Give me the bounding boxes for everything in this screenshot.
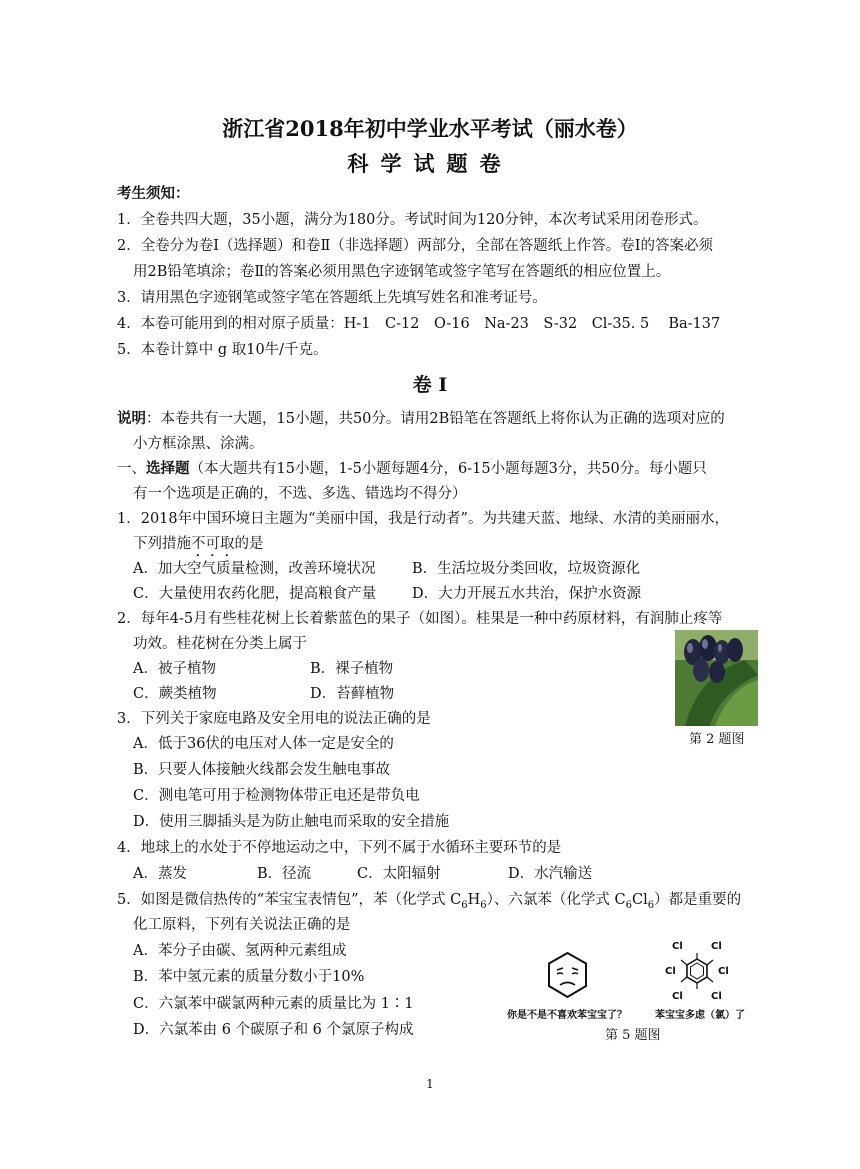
- q5-stem-1i: ）都是重要的: [654, 892, 742, 908]
- osmanthus-fruit-photo: [675, 630, 758, 726]
- q4-stem: 4．地球上的水处于不停地运动之中，下列不属于水循环主要环节的是: [117, 840, 562, 856]
- q5-stem-1e: ）、六氯苯（化学式 C: [486, 892, 626, 908]
- q3-option-a: A．低于36伏的电压对人体一定是安全的: [133, 736, 394, 752]
- q5-option-b: B．苯中氢元素的质量分数小于10%: [133, 969, 365, 985]
- cl-label-right: Cl: [718, 966, 729, 977]
- section-line-2: 有一个选项是正确的，不选、多选、错选均不得分）: [133, 486, 467, 502]
- q2-caption: 第 2 题图: [689, 732, 745, 747]
- q1-stem-2a: 下列措施: [133, 536, 191, 552]
- instructions-line-2: 小方框涂黑、涂满。: [133, 436, 264, 452]
- q2-option-b: B．裸子植物: [310, 661, 394, 677]
- q2-option-a: A．被子植物: [133, 661, 216, 677]
- instructions-label: 说明: [117, 410, 146, 427]
- benzene-sad-face-icon: [545, 950, 590, 1000]
- cl-label-top-left: Cl: [672, 941, 683, 952]
- q3-option-d: D．使用三脚插头是为防止触电而采取的安全措施: [133, 814, 450, 830]
- notice-item-5: 5．本卷计算中 g 取10牛/千克。: [117, 342, 328, 358]
- q2-stem-1: 2．每年4-5月有些桂花树上长着紫蓝色的果子（如图）。桂果是一种中药原材料，有润肺止疼等: [117, 611, 723, 627]
- q1-option-a: A．加大空气质量检测，改善环境状况: [133, 561, 376, 577]
- q5-option-a: A．苯分子由碳、氢两种元素组成: [133, 943, 347, 959]
- notice-item-2: 2．全卷分为卷Ⅰ（选择题）和卷Ⅱ（非选择题）两部分，全部在答题纸上作答。卷Ⅰ的答案必须: [117, 238, 714, 254]
- q3-option-b: B．只要人体接触火线都会发生触电事故: [133, 762, 391, 778]
- q4-option-b: B．径流: [257, 866, 312, 882]
- q5-caption-left: 你是不是不喜欢苯宝宝了？: [507, 1010, 627, 1021]
- page-number: 1: [426, 1077, 434, 1091]
- q3-stem: 3．下列关于家庭电路及安全用电的说法正确的是: [117, 711, 431, 727]
- q2-option-c: C．蕨类植物: [133, 686, 217, 702]
- q1-stem-1: 1．2018年中国环境日主题为“美丽中国，我是行动者”。为共建天蓝、地绿、水清的美丽丽水，: [117, 511, 729, 527]
- q5-stem-2: 化工原料，下列有关说法正确的是: [133, 917, 351, 933]
- q5-option-c: C．六氯苯中碳氯两种元素的质量比为 1∶1: [133, 996, 414, 1012]
- q1-option-d: D．大力开展五水共治，保护水资源: [412, 586, 642, 602]
- q4-option-d: D．水汽输送: [508, 866, 593, 882]
- q5-option-d: D．六氯苯由 6 个碳原子和 6 个氯原子构成: [133, 1022, 414, 1038]
- q5-caption-right: 苯宝宝多虑（氯）了: [655, 1010, 745, 1021]
- exam-title: 浙江省2018年初中学业水平考试（丽水卷）: [222, 116, 638, 141]
- cl-label-bottom-left: Cl: [672, 991, 683, 1002]
- cl-label-bottom-right: Cl: [711, 991, 722, 1002]
- q4-option-a: A．蒸发: [133, 866, 187, 882]
- q2-stem-2: 功效。桂花树在分类上属于: [133, 636, 307, 652]
- q5-stem-1a: 5．如图是微信热传的“苯宝宝表情包”，苯（化学式 C: [117, 892, 462, 908]
- q5-sub-3: 6: [625, 899, 632, 911]
- section-text: （本大题共有15小题，1-5小题每题4分，6-15小题每题3分，共50分。每小题只: [189, 461, 707, 477]
- q5-sub-2: 6: [480, 899, 487, 911]
- notice-item-3: 3．请用黑色字迹钢笔或签字笔在答题纸上先填写姓名和准考证号。: [117, 290, 547, 306]
- q3-option-c: C．测电笔可用于检测物体带正电还是带负电: [133, 788, 420, 804]
- q5-sub-4: 6: [647, 899, 655, 911]
- q5-sub-1: 6: [461, 899, 468, 911]
- q1-stem-2c: 的是: [234, 536, 264, 552]
- notice-item-2-cont: 用2B铅笔填涂；卷Ⅱ的答案必须用黑色字迹钢笔或签字笔写在答题纸的相应位置上。: [133, 264, 671, 280]
- notice-heading: 考生须知：: [117, 185, 190, 202]
- section-line-1: [117, 457, 707, 478]
- exam-subtitle: 科学试题卷: [347, 151, 513, 176]
- q1-emphasis: 不可取: [191, 536, 235, 552]
- q5-stem-1g: Cl: [632, 892, 648, 908]
- q5-caption: 第 5 题图: [605, 1028, 661, 1043]
- q1-option-b: B．生活垃圾分类回收，垃圾资源化: [412, 561, 641, 577]
- instructions-line-1: [117, 407, 725, 428]
- q1-stem-2: [133, 532, 264, 560]
- cl-label-left: Cl: [665, 966, 676, 977]
- section-name: 选择题: [146, 460, 190, 477]
- q5-stem-1c: H: [467, 892, 481, 908]
- notice-item-4: 4．本卷可能用到的相对原子质量：H-1 C-12 O-16 Na-23 S-32 Cl-35. 5 Ba-137: [117, 316, 721, 332]
- notice-item-1: 1．全卷共四大题，35小题，满分为180分。考试时间为120分钟，本次考试采用闭卷形式。: [117, 212, 708, 228]
- volume-heading: 卷 I: [412, 374, 448, 396]
- q2-option-d: D．苔藓植物: [310, 686, 395, 702]
- q4-option-c: C．太阳辐射: [357, 866, 441, 882]
- q1-option-c: C．大量使用农药化肥，提高粮食产量: [133, 586, 377, 602]
- cl-label-top-right: Cl: [711, 941, 722, 952]
- section-prefix: 一、: [117, 461, 146, 477]
- instructions-text: ：本卷共有一大题，15小题，共50分。请用2B铅笔在答题纸上将你认为正确的选项对应的: [146, 411, 725, 427]
- q5-stem-1: [117, 888, 741, 911]
